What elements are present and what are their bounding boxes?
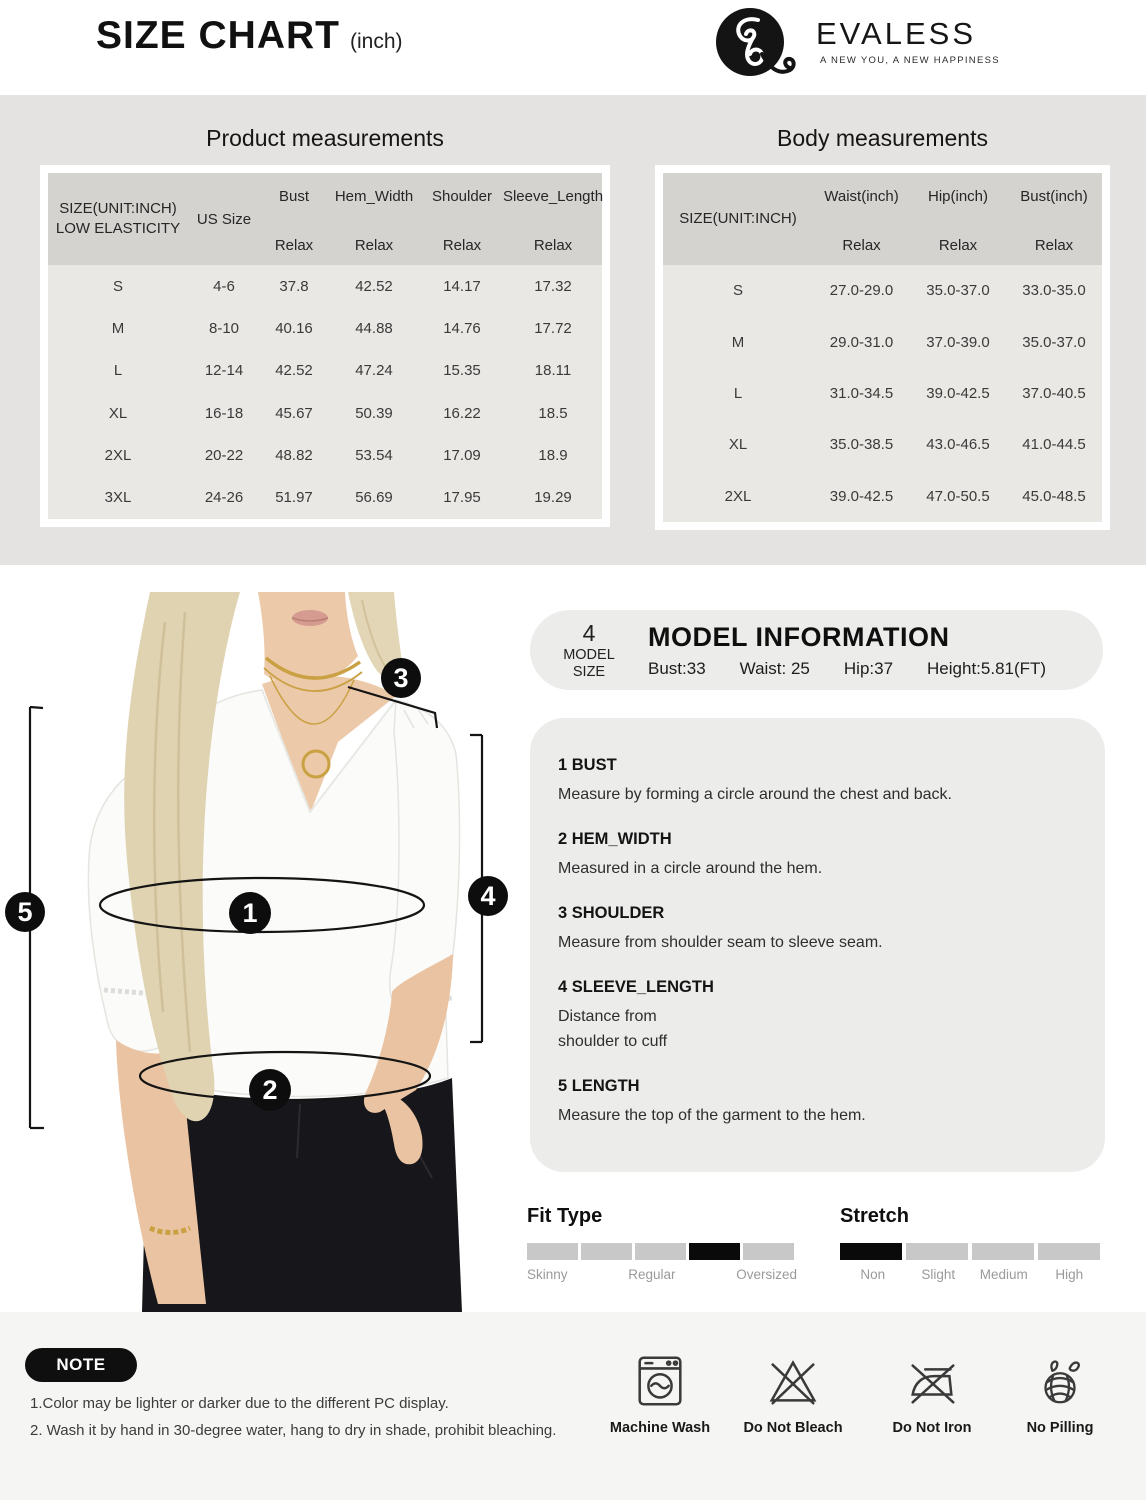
body-table-header bbox=[663, 173, 1102, 265]
do-not-bleach-icon bbox=[764, 1352, 822, 1410]
table-row: 3XL 24-26 51.97 56.69 17.95 19.29 bbox=[104, 489, 572, 507]
note-text bbox=[30, 1390, 556, 1444]
model-info-main bbox=[648, 622, 1103, 679]
guide-item-shoulder: 3 SHOULDER Measure from shoulder seam to sleeve seam. bbox=[558, 904, 883, 951]
fit-segment bbox=[635, 1243, 686, 1260]
brand-text-block bbox=[816, 16, 1000, 66]
measurement-guide-panel bbox=[530, 718, 1105, 1172]
corner-line2: LOW ELASTICITY bbox=[55, 220, 181, 237]
col-header-hem-width: Hem_Width Relax bbox=[334, 188, 414, 254]
note-line-2: 2. Wash it by hand in 30-degree water, hang to dry in shade, prohibit bleaching. bbox=[30, 1422, 557, 1439]
do-not-iron-icon bbox=[903, 1352, 961, 1410]
body-measurements-title: Body measurements bbox=[777, 125, 988, 151]
table-row: S 4-6 37.8 42.52 14.17 17.32 bbox=[112, 277, 572, 295]
badge-4-num: 4 bbox=[480, 881, 496, 911]
brand-tagline: A NEW YOU, A NEW HAPPINESS bbox=[820, 55, 1000, 66]
stretch-segment bbox=[906, 1243, 968, 1260]
table-row: S 27.0-29.0 35.0-37.0 33.0-35.0 bbox=[732, 282, 1086, 300]
fit-type-label: Fit Type bbox=[527, 1205, 603, 1227]
product-table-body bbox=[48, 265, 602, 519]
col-header-sleeve-length: Sleeve_Length Relax bbox=[502, 188, 604, 254]
body-corner-header: SIZE(UNIT:INCH) bbox=[679, 210, 797, 227]
badge-3-num: 3 bbox=[393, 663, 409, 693]
fit-segment bbox=[743, 1243, 794, 1260]
stretch-segment bbox=[1038, 1243, 1100, 1260]
badge-5-num: 5 bbox=[17, 897, 33, 927]
page-title-text: SIZE CHART bbox=[96, 14, 340, 57]
product-measurements-table bbox=[40, 165, 610, 527]
machine-wash-icon bbox=[631, 1352, 689, 1410]
table-row: M 29.0-31.0 37.0-39.0 35.0-37.0 bbox=[731, 333, 1086, 351]
table-row: M 8-10 40.16 44.88 14.76 17.72 bbox=[111, 319, 572, 337]
stretch-label: Stretch bbox=[840, 1205, 909, 1227]
brand-name: EVALESS bbox=[816, 16, 977, 51]
stretch-scale bbox=[840, 1205, 1102, 1282]
product-table-header bbox=[48, 173, 602, 265]
stretch-bars bbox=[840, 1243, 1102, 1260]
fit-type-labels: Skinny Regular Oversized bbox=[527, 1267, 797, 1282]
body-measurements-table bbox=[655, 165, 1110, 530]
care-label: Do Not Iron bbox=[892, 1420, 972, 1436]
guide-item-bust: 1 BUST Measure by forming a circle around the chest and back. bbox=[558, 756, 952, 803]
col-header-bust-body: Bust(inch) Relax bbox=[1020, 188, 1088, 254]
table-row: L 31.0-34.5 39.0-42.5 37.0-40.5 bbox=[733, 385, 1086, 403]
table-row: L 12-14 42.52 47.24 15.35 18.11 bbox=[113, 362, 572, 380]
model-size-block: 4 MODEL SIZE bbox=[530, 620, 648, 681]
note-section bbox=[0, 1312, 1146, 1500]
table-row: XL 35.0-38.5 43.0-46.5 41.0-44.5 bbox=[728, 436, 1086, 454]
page-title bbox=[96, 14, 403, 58]
model-height: Height:5.81(FT) bbox=[927, 658, 1047, 678]
no-pilling-icon bbox=[1031, 1352, 1089, 1410]
care-do-not-bleach bbox=[718, 1352, 868, 1436]
fit-type-scale bbox=[527, 1205, 797, 1282]
model-stats bbox=[648, 659, 1103, 679]
brand-logo-icon bbox=[706, 4, 814, 90]
badge-2-num: 2 bbox=[262, 1075, 278, 1105]
note-badge: NOTE bbox=[25, 1348, 137, 1382]
tables-band bbox=[0, 95, 1146, 565]
us-size-header: US Size bbox=[196, 210, 252, 228]
care-machine-wash bbox=[585, 1352, 735, 1436]
care-no-pilling bbox=[985, 1352, 1135, 1436]
fit-segment bbox=[581, 1243, 632, 1260]
col-header-waist: Waist(inch) Relax bbox=[824, 188, 899, 254]
model-waist: Waist: 25 bbox=[739, 658, 810, 678]
product-corner-header bbox=[48, 173, 188, 265]
model-photo bbox=[0, 592, 515, 1312]
guide-item-hem-width: 2 HEM_WIDTH Measured in a circle around the hem. bbox=[558, 830, 823, 877]
fit-type-bars bbox=[527, 1243, 797, 1260]
care-label: Machine Wash bbox=[609, 1420, 711, 1436]
model-information-panel bbox=[530, 610, 1103, 690]
model-bust: Bust:33 bbox=[648, 658, 706, 678]
body-table-body bbox=[663, 265, 1102, 522]
brand-logo bbox=[706, 4, 1000, 90]
col-header-shoulder: Shoulder Relax bbox=[431, 188, 493, 254]
guide-item-length: 5 LENGTH Measure the top of the garment to the hem. bbox=[558, 1077, 866, 1124]
stretch-segment-active bbox=[840, 1243, 902, 1260]
fit-segment bbox=[527, 1243, 578, 1260]
care-label: No Pilling bbox=[1026, 1420, 1094, 1436]
stretch-segment bbox=[972, 1243, 1034, 1260]
table-row: 2XL 20-22 48.82 53.54 17.09 18.9 bbox=[104, 446, 568, 464]
product-measurements-title: Product measurements bbox=[206, 125, 444, 151]
guide-item-sleeve-length: 4 SLEEVE_LENGTH Distance from shoulder to cuff bbox=[558, 978, 714, 1050]
col-header-bust: Bust Relax bbox=[274, 188, 314, 254]
lips bbox=[292, 610, 328, 626]
col-header-hip: Hip(inch) Relax bbox=[927, 188, 988, 254]
model-hip: Hip:37 bbox=[843, 658, 894, 678]
table-row: 2XL 39.0-42.5 47.0-50.5 45.0-48.5 bbox=[724, 487, 1086, 505]
table-row: XL 16-18 45.67 50.39 16.22 18.5 bbox=[108, 404, 568, 422]
note-line-1: 1.Color may be lighter or darker due to the different PC display. bbox=[30, 1395, 449, 1412]
fit-segment-active bbox=[689, 1243, 740, 1260]
badge-1-num: 1 bbox=[242, 898, 258, 928]
care-label: Do Not Bleach bbox=[743, 1420, 843, 1436]
corner-line1: SIZE(UNIT:INCH) bbox=[59, 200, 177, 217]
unit-label: (inch) bbox=[350, 30, 403, 53]
model-info-title: MODEL INFORMATION bbox=[648, 621, 950, 652]
stretch-labels: Non Slight Medium High bbox=[860, 1267, 1084, 1282]
model-size-value: 4 bbox=[582, 619, 596, 646]
